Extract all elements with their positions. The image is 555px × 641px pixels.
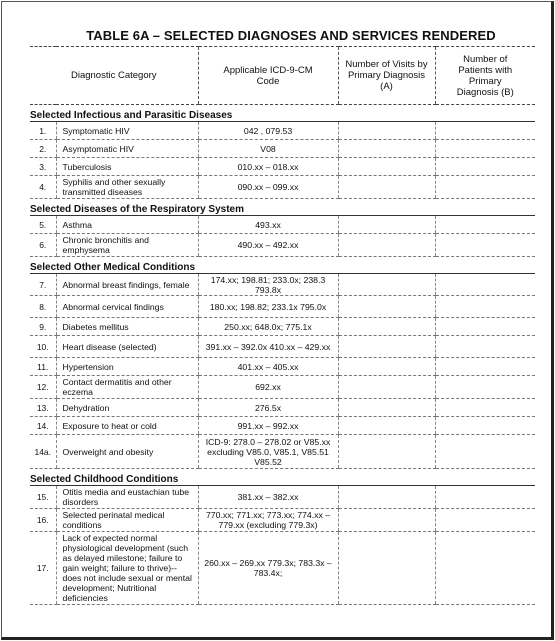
visits-cell[interactable] (338, 358, 435, 376)
visits-cell[interactable] (338, 336, 435, 358)
row-number: 10. (30, 336, 56, 358)
diagnostic-category: Tuberculosis (56, 158, 198, 176)
section-header-row (30, 257, 535, 274)
patients-cell[interactable] (435, 216, 535, 234)
header-row (30, 47, 535, 105)
table-row (30, 122, 535, 140)
table-row (30, 358, 535, 376)
section-title: Selected Diseases of the Respiratory System (30, 199, 535, 216)
patients-cell[interactable] (435, 318, 535, 336)
table-row (30, 234, 535, 257)
table-row (30, 532, 535, 605)
visits-cell[interactable] (338, 158, 435, 176)
section-title: Selected Other Medical Conditions (30, 257, 535, 274)
icd-code: 010.xx – 018.xx (198, 158, 338, 176)
row-number: 6. (30, 234, 56, 257)
diagnostic-category: Dehydration (56, 399, 198, 417)
row-number: 2. (30, 140, 56, 158)
visits-cell[interactable] (338, 509, 435, 532)
row-number: 5. (30, 216, 56, 234)
icd-code: 401.xx – 405.xx (198, 358, 338, 376)
icd-code: 090.xx – 099.xx (198, 176, 338, 199)
diagnostic-category: Asthma (56, 216, 198, 234)
table-row (30, 435, 535, 469)
table-row (30, 274, 535, 296)
table-row (30, 158, 535, 176)
icd-code: ICD-9: 278.0 – 278.02 or V85.xx excluding V85.0, V85.1, V85.51 V85.52 (198, 435, 338, 469)
table-row (30, 376, 535, 399)
row-number: 9. (30, 318, 56, 336)
section-header-row (30, 105, 535, 122)
row-number: 15. (30, 486, 56, 509)
row-number: 12. (30, 376, 56, 399)
row-number: 7. (30, 274, 56, 296)
diagnostic-category: Exposure to heat or cold (56, 417, 198, 435)
icd-code: 692.xx (198, 376, 338, 399)
diagnostic-category: Selected perinatal medical conditions (56, 509, 198, 532)
patients-cell[interactable] (435, 176, 535, 199)
diagnostic-category: Heart disease (selected) (56, 336, 198, 358)
diagnostic-category: Hypertension (56, 358, 198, 376)
visits-cell[interactable] (338, 274, 435, 296)
table-row (30, 318, 535, 336)
diagnostic-category: Contact dermatitis and other eczema (56, 376, 198, 399)
icd-code: 391.xx – 392.0x 410.xx – 429.xx (198, 336, 338, 358)
row-number: 14. (30, 417, 56, 435)
patients-cell[interactable] (435, 376, 535, 399)
visits-cell[interactable] (338, 140, 435, 158)
patients-cell[interactable] (435, 274, 535, 296)
table-row (30, 417, 535, 435)
icd-code: V08 (198, 140, 338, 158)
patients-cell[interactable] (435, 336, 535, 358)
document-page (1, 1, 554, 640)
diagnostic-category: Overweight and obesity (56, 435, 198, 469)
patients-cell[interactable] (435, 417, 535, 435)
visits-cell[interactable] (338, 532, 435, 605)
header-patients: Number of Patients with Primary Diagnosis (B) (435, 47, 535, 105)
row-number: 14a. (30, 435, 56, 469)
visits-cell[interactable] (338, 376, 435, 399)
patients-cell[interactable] (435, 358, 535, 376)
patients-cell[interactable] (435, 140, 535, 158)
diagnoses-table (30, 46, 535, 605)
diagnostic-category: Asymptomatic HIV (56, 140, 198, 158)
header-category: Diagnostic Category (30, 47, 198, 105)
icd-code: 381.xx – 382.xx (198, 486, 338, 509)
visits-cell[interactable] (338, 486, 435, 509)
row-number: 17. (30, 532, 56, 605)
visits-cell[interactable] (338, 216, 435, 234)
diagnostic-category: Abnormal breast findings, female (56, 274, 198, 296)
visits-cell[interactable] (338, 399, 435, 417)
section-title: Selected Childhood Conditions (30, 469, 535, 486)
visits-cell[interactable] (338, 417, 435, 435)
icd-code: 490.xx – 492.xx (198, 234, 338, 257)
icd-code: 493.xx (198, 216, 338, 234)
patients-cell[interactable] (435, 435, 535, 469)
diagnostic-category: Otitis media and eustachian tube disorders (56, 486, 198, 509)
table-row (30, 336, 535, 358)
row-number: 11. (30, 358, 56, 376)
table-row (30, 140, 535, 158)
section-title: Selected Infectious and Parasitic Diseases (30, 105, 535, 122)
icd-code: 042 , 079.53 (198, 122, 338, 140)
patients-cell[interactable] (435, 234, 535, 257)
visits-cell[interactable] (338, 318, 435, 336)
visits-cell[interactable] (338, 435, 435, 469)
table-title: TABLE 6A – SELECTED DIAGNOSES AND SERVICES RENDERED (86, 28, 496, 43)
patients-cell[interactable] (435, 532, 535, 605)
table-row (30, 296, 535, 318)
icd-code: 250.xx; 648.0x; 775.1x (198, 318, 338, 336)
row-number: 8. (30, 296, 56, 318)
icd-code: 770.xx; 771.xx; 773.xx; 774.xx – 779.xx (excluding 779.3x) (198, 509, 338, 532)
patients-cell[interactable] (435, 399, 535, 417)
table-row (30, 216, 535, 234)
icd-code: 991.xx – 992.xx (198, 417, 338, 435)
visits-cell[interactable] (338, 176, 435, 199)
patients-cell[interactable] (435, 122, 535, 140)
section-header-row (30, 469, 535, 486)
patients-cell[interactable] (435, 486, 535, 509)
table-row (30, 509, 535, 532)
diagnostic-category: Chronic bronchitis and emphysema (56, 234, 198, 257)
header-code: Applicable ICD-9-CM Code (198, 47, 338, 105)
diagnostic-category: Abnormal cervical findings (56, 296, 198, 318)
section-header-row (30, 199, 535, 216)
row-number: 16. (30, 509, 56, 532)
patients-cell[interactable] (435, 158, 535, 176)
table-row (30, 176, 535, 199)
diagnostic-category: Diabetes mellitus (56, 318, 198, 336)
patients-cell[interactable] (435, 509, 535, 532)
diagnostic-category: Symptomatic HIV (56, 122, 198, 140)
diagnostic-category: Syphilis and other sexually transmitted diseases (56, 176, 198, 199)
diagnostic-category: Lack of expected normal physiological development (such as delayed milestone; failure to gain weight; failure to thrive)--does not include sexual or mental development; Nutritional deficiencies (56, 532, 198, 605)
row-number: 1. (30, 122, 56, 140)
table-row (30, 486, 535, 509)
visits-cell[interactable] (338, 122, 435, 140)
patients-cell[interactable] (435, 296, 535, 318)
icd-code: 180.xx; 198.82; 233.1x 795.0x (198, 296, 338, 318)
table-row (30, 399, 535, 417)
row-number: 13. (30, 399, 56, 417)
icd-code: 276.5x (198, 399, 338, 417)
icd-code: 174.xx; 198.81; 233.0x; 238.3 793.8x (198, 274, 338, 296)
visits-cell[interactable] (338, 234, 435, 257)
row-number: 3. (30, 158, 56, 176)
header-visits: Number of Visits by Primary Diagnosis (A) (338, 47, 435, 105)
icd-code: 260.xx – 269.xx 779.3x; 783.3x – 783.4x; (198, 532, 338, 605)
visits-cell[interactable] (338, 296, 435, 318)
row-number: 4. (30, 176, 56, 199)
